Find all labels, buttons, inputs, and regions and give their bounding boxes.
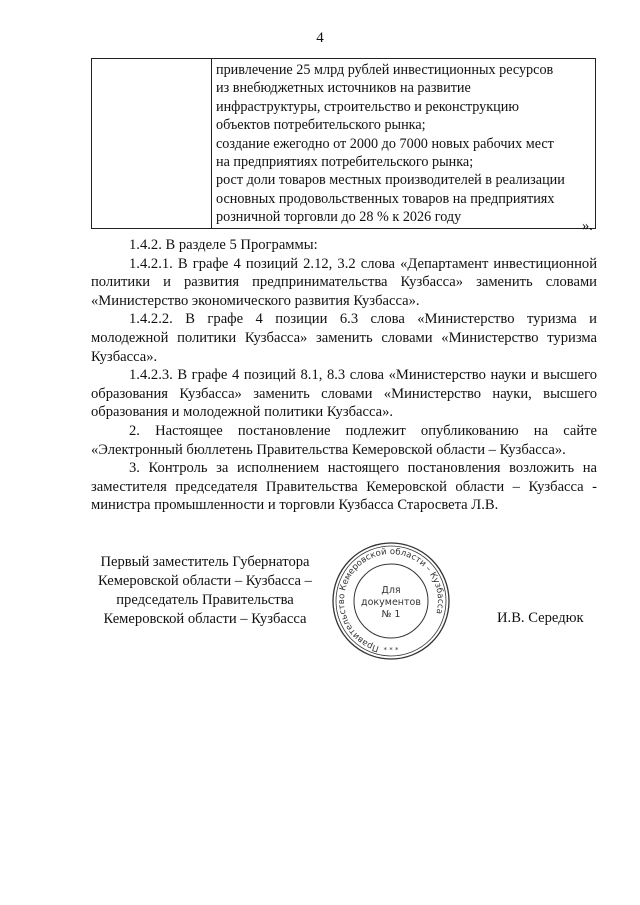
body-text — [91, 236, 597, 515]
table-line: объектов потребительского рынка; — [216, 117, 426, 134]
stamp-star-separator: * * * — [383, 646, 399, 654]
paragraph-2: 2. Настоящее постановление подлежит опубликованию на сайте «Электронный бюллетень Правительства Кемеровской области – Кузбасса». — [91, 422, 597, 458]
signatory-title-line: председатель Правительства — [116, 592, 294, 608]
page-number: 4 — [316, 30, 324, 46]
table-line: инфраструктуры, строительство и реконструкцию — [216, 98, 519, 115]
table-right-cell — [212, 59, 596, 229]
paragraph-1-4-2-3: 1.4.2.3. В графе 4 позиций 8.1, 8.3 слова «Министерство науки и высшего образования Кузбасса» заменить словами «Министерство науки, высшего образования и молодежной политики Кузбасса». — [91, 367, 597, 421]
table-line: розничной торговли до 28 % к 2026 году — [216, 209, 462, 226]
signatory-name: И.В. Середюк — [497, 610, 584, 626]
stamp-ring-text: Правительство Кемеровской области – Кузбасса — [336, 546, 446, 654]
table-line: на предприятиях потребительского рынка; — [216, 154, 474, 171]
paragraph-1-4-2-1: 1.4.2.1. В графе 4 позиций 2.12, 3.2 слова «Департамент инвестиционной политики и развития предпринимательства Кузбасса» заменить словами «Министерство экономического развития Кузбасса». — [91, 255, 597, 309]
table-left-cell — [92, 59, 212, 229]
table-line: привлечение 25 млрд рублей инвестиционных ресурсов — [216, 62, 554, 78]
official-stamp — [330, 540, 452, 662]
signatory-title-line: Кемеровской области – Кузбасса — [103, 611, 307, 627]
table-line: из внебюджетных источников на развитие — [216, 80, 471, 97]
stamp-center-line: № 1 — [381, 609, 401, 620]
stamp-center-line: документов — [361, 597, 421, 608]
table-line: основных продовольственных товаров на предприятиях — [216, 190, 555, 207]
continuation-table — [91, 58, 596, 229]
paragraph-3: 3. Контроль за исполнением настоящего постановления возложить на заместителя председателя Правительства Кемеровской области – Кузбасса - министра промышленности и торговли Кузбасса Старосвета Л.В. — [91, 460, 597, 514]
signatory-title — [86, 553, 324, 629]
table-row — [92, 59, 596, 229]
table-line: рост доли товаров местных производителей в реализации — [216, 172, 565, 189]
paragraph-1-4-2-2: 1.4.2.2. В графе 4 позиции 6.3 слова «Министерство туризма и молодежной политики Кузбасса» заменить словами «Министерство туризма Кузбасса». — [91, 311, 597, 365]
stamp-center-line: Для — [381, 585, 401, 596]
paragraph-1-4-2: 1.4.2. В разделе 5 Программы: — [129, 237, 318, 253]
signatory-title-line: Кемеровской области – Кузбасса – — [98, 573, 312, 589]
closing-quote: ». — [582, 218, 593, 234]
signatory-title-line: Первый заместитель Губернатора — [100, 554, 310, 570]
table-line: создание ежегодно от 2000 до 7000 новых рабочих мест — [216, 135, 554, 152]
